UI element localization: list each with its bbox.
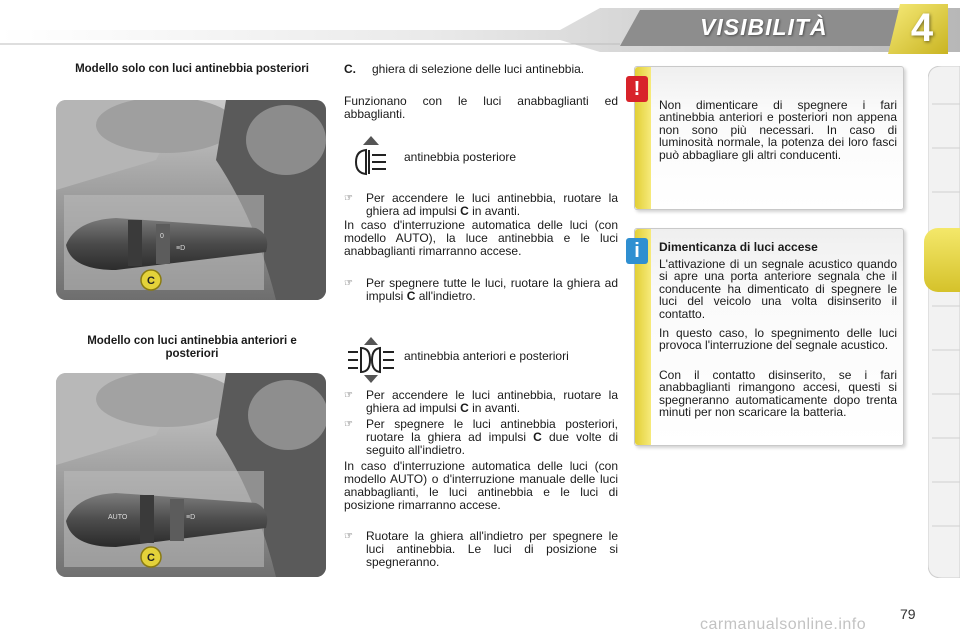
stalk-auto-label: AUTO (108, 514, 128, 521)
chapter-number: 4 (910, 6, 934, 50)
bullet-turn-off-rear: ☞ Per spegnere le luci antinebbia posteriori, ruotare la ghiera ad impulsi C due volte di seguito all'indietro. (344, 417, 618, 457)
legend-c-text: ghiera di selezione delle luci antinebbia. (372, 62, 585, 76)
info-paragraph-2: In questo caso, lo spegnimento delle luci provoca l'interruzione del segnale acustico. (659, 326, 897, 353)
callout-c-1: C (147, 275, 155, 287)
warning-icon: ! (626, 76, 648, 102)
front-rear-fog-icon (346, 336, 396, 384)
rear-fog-label: antinebbia posteriore (404, 150, 517, 164)
stalk-illustration-1 (56, 100, 326, 300)
photo-rear-fog-stalk (56, 100, 326, 300)
caption-front-rear-fog-model: Modello con luci antinebbia anteriori e posteriori (87, 335, 297, 360)
svg-text:0: 0 (160, 233, 164, 240)
caption-rear-fog-model: Modello solo con luci antinebbia posteriori (75, 63, 309, 75)
rear-fog-icon (352, 134, 390, 178)
bullet-turn-on-rear: ☞ Per accendere le luci antinebbia, ruotare la ghiera ad impulsi C in avanti. (344, 191, 618, 218)
stalk-illustration-2 (56, 373, 326, 577)
bullet-turn-off-fogs: ☞ Ruotare la ghiera all'indietro per spegnere le luci antinebbia. Le luci di posizione si spegneranno. (344, 529, 618, 569)
photo-front-rear-fog-stalk (56, 373, 326, 577)
info-paragraph-3: Con il contatto disinserito, se i fari anabbaglianti rimangono accesi, questi si spegneranno automaticamente dopo trenta minuti per non scaricare la batteria. (659, 368, 897, 420)
pointer-icon: ☞ (344, 419, 353, 430)
watermark: carmanualsonline.info (700, 616, 867, 633)
info-paragraph-1: L'attivazione di un segnale acustico quando si apre una porta anteriore segnala che il conducente ha dimenticato di spegnere le luci del veicolo una volta disinserito il contatto. (659, 257, 897, 321)
info-title: Dimenticanza di luci accese (659, 240, 818, 254)
front-rear-fog-label: antinebbia anteriori e posteriori (404, 349, 569, 363)
bullet-turn-on-front-rear: ☞ Per accendere le luci antinebbia, ruotare la ghiera ad impulsi C in avanti. (344, 388, 618, 415)
svg-text:≡D: ≡D (176, 245, 186, 252)
chapter-tab-active[interactable] (924, 228, 960, 292)
svg-text:≡D: ≡D (186, 514, 196, 521)
legend-c-key: C. (344, 62, 356, 76)
pointer-icon: ☞ (344, 278, 353, 289)
legend-c (344, 63, 618, 76)
bullet-turn-off-all: ☞ Per spegnere tutte le luci, ruotare la ghiera ad impulsi C all'indietro. (344, 276, 618, 303)
auto-manual-cutoff-note: In caso d'interruzione automatica delle luci (con modello AUTO) o d'interruzione manuale delle luci anabbaglianti, le luci antinebbia e le luci di posizione rimarranno accese. (344, 459, 618, 512)
callout-c-2: C (147, 552, 155, 564)
pointer-icon: ☞ (344, 531, 353, 542)
auto-cutoff-note: In caso d'interruzione automatica delle luci (con modello AUTO), la luce antinebbia e le luci anabbaglianti rimarranno accese. (344, 218, 618, 258)
page-number: 79 (900, 606, 916, 622)
pointer-icon: ☞ (344, 193, 353, 204)
info-icon: i (626, 238, 648, 264)
warning-text: Non dimenticare di spegnere i fari antinebbia anteriori e posteriori non appena non sono più necessari. In caso di luminosità normale, la potenza dei loro fasci può abbagliare gli altri conducenti. (659, 98, 897, 162)
intro-text: Funzionano con le luci anabbaglianti ed abbaglianti. (344, 94, 618, 121)
chapter-tab-strip (928, 66, 960, 578)
page-title: VISIBILITÀ (700, 14, 828, 40)
pointer-icon: ☞ (344, 390, 353, 401)
